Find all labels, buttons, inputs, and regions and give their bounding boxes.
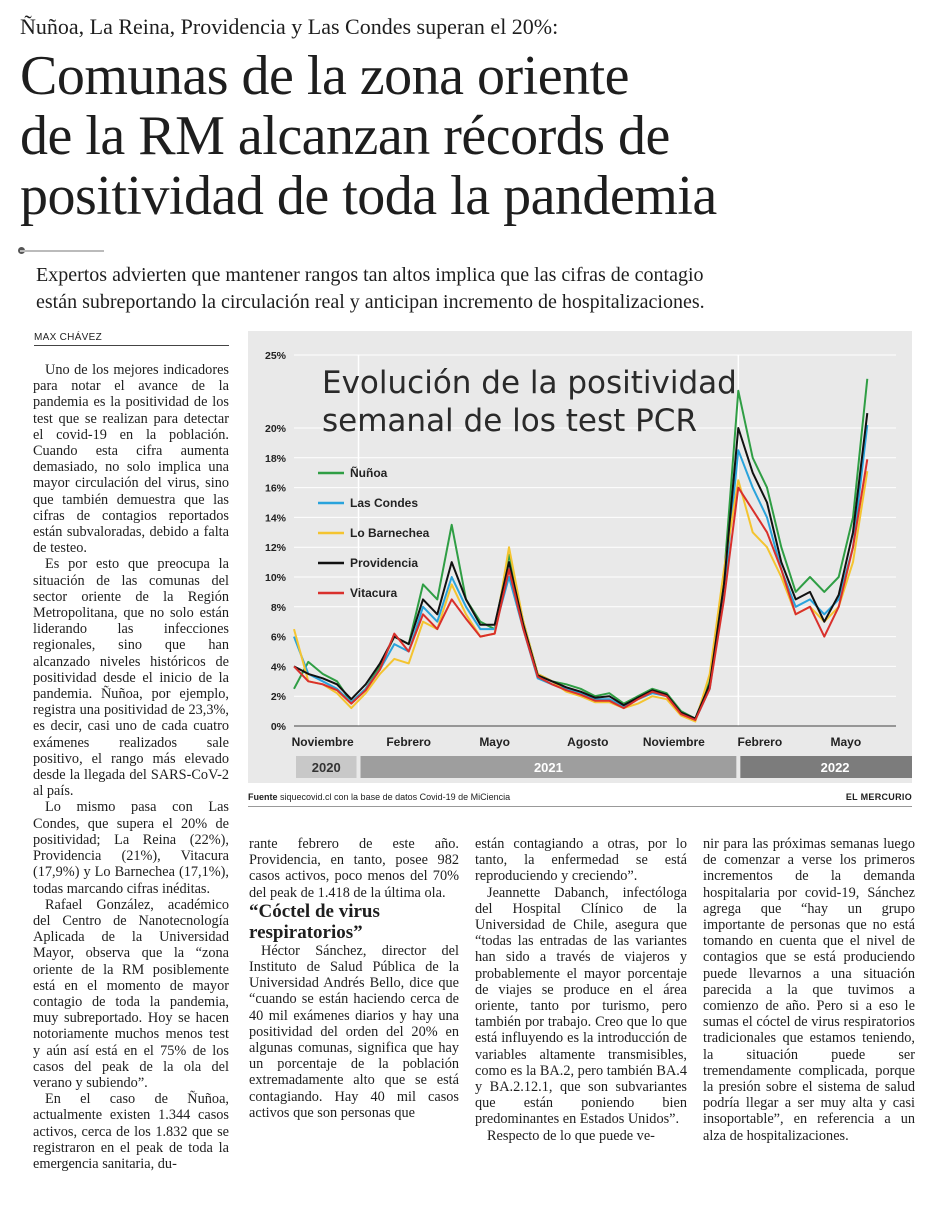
byline-rule [34,345,229,346]
y-tick-label: 4% [270,661,286,674]
legend-label: Lo Barnechea [350,526,430,540]
y-tick-label: 0% [270,721,286,733]
chart-title-line: semanal de los test PCR [322,403,697,439]
y-tick-label: 18% [264,452,286,465]
kicker: Ñuñoa, La Reina, Providencia y Las Condes superan el 20%: [20,14,559,39]
legend-label: Ñuñoa [350,466,388,480]
paragraph: rante febrero de este año. Providencia, en tanto, posee 982 casos activos, poco menos del 70% del peak de 1.418 de la última ola. [249,836,459,901]
headline-line: Comunas de la zona oriente [20,45,630,107]
article-column-3 [475,836,687,1144]
y-tick-label: 10% [264,572,286,584]
paragraph: Es por esto que preocupa la situación de las comunas del sector oriente de la Región Metropolitana, que no solo están liderando las infecciones regionales, sino que han alcanzado niveles históricos de positividad desde el inicio de la pandemia. Ñuñoa, por ejemplo, registra una positividad de 23,3%, es decir, casi uno de cada cuatro exámenes realizados sale positivo, el rango más elevado desde la llegada del SARS-CoV-2 al país. [33,556,229,800]
chart-title-line: Evolución de la positividad [322,365,737,401]
y-tick-label: 20% [264,423,286,435]
paragraph: nir para las próximas semanas luego de comenzar a verse los primeros incrementos de la demanda hospitalaria por covid-19, Sánchez agrega que “hay un grupo importante de personas que no está tomando en cuenta que el nivel de contagios que se está produciendo puede llevarnos a una situación parecida a la que tuvimos a comienzo de año. Pero si a eso le sumas el cóctel de virus respiratorios tradicionales que estamos teniendo, la situación puede ser tremendamente complicada, porque la presión sobre el sistema de salud podría llegar a ser muy alta y casi insoportable”, en referencia a un alza de hospitalizaciones. [703,836,915,1144]
y-tick-label: 12% [264,542,286,555]
deck-line: Expertos advierten que mantener rangos tan altos implica que las cifras de contagio [36,264,704,286]
deck-line: están subreportando la circulación real y anticipan incremento de hospitalizaciones. [36,291,705,313]
headline-line: positividad de toda la pandemia [20,165,717,227]
article-column-1 [33,362,229,1172]
paragraph: Héctor Sánchez, director del Instituto de Salud Pública de la Universidad Andrés Bello, dice que “cuando se están haciendo cerca de 40 mil exámenes diarios y hay una positividad del orden del 20% en algunas comunas, significa que hay un porcentaje de la población extremadamente alto que se está contagiando. Hay 40 mil casos activos que son personas que [249,942,459,1121]
x-tick-label: Mayo [479,735,511,749]
publication-brand: EL MERCURIO [845,792,912,802]
paragraph: Uno de los mejores indicadores para notar el avance de la pandemia es la positividad de los test que se realizan para detectar el covid-19 en la población. Cuando esta cifra aumenta demasiado, no solo implica una mayor circulación del virus, sino que también demuestra que las cifras de contagios reportados están subvaloradas, debido a falta de testeo. [33,362,229,557]
chart-svg [248,331,912,783]
x-tick-label: Febrero [737,735,783,749]
y-tick-label: 6% [270,631,286,644]
legend-label: Las Condes [350,496,419,510]
x-tick-label: Agosto [567,735,609,749]
x-tick-label: Febrero [386,735,432,749]
paragraph: Respecto de lo que puede ve- [487,1127,655,1144]
subheading: “Cóctel de virus respiratorios” [249,900,380,943]
headline-rule [20,250,104,252]
x-tick-label: Mayo [830,735,862,749]
paragraph: En el caso de Ñuñoa, actualmente existen 1.344 casos activos, cerca de los 1.832 que se registraron en el peak de toda la emergencia sanitaria, du- [33,1091,229,1172]
source-text: siquecovid.cl con la base de datos Covid-19 de MiCiencia [277,792,511,802]
legend-label: Providencia [350,556,419,570]
source-rule [248,806,912,807]
headline [20,46,920,226]
article-column-2 [249,836,459,1121]
byline: MAX CHÁVEZ [34,332,103,343]
y-tick-label: 25% [264,350,286,362]
x-tick-label: Noviembre [291,735,354,749]
year-label: 2021 [533,760,563,775]
paragraph: Jeannette Dabanch, infectóloga del Hospital Clínico de la Universidad de Chile, asegura que “todas las entradas de las variantes han sido a través de viajeros y probablemente el mayor porcentaje de viajes se produce en el área oriente, tanto por turismo, pero también por trabajo. Creo que lo que está influyendo es la introducción de variables altamente transmisibles, como es la BA.2, pero también BA.4 y BA.2.12.1, que son subvariantes que están poniendo bien predominantes en Estados Unidos”. [475,884,687,1128]
source-label: Fuente [248,792,278,802]
y-tick-label: 8% [270,601,286,614]
paragraph: Lo mismo pasa con Las Condes, que supera el 20% de positividad; La Reina (22%), Providencia (21%), Vitacura (17,9%) y Lo Barnechea (17,1%), todas marcando cifras inéditas. [33,799,229,897]
y-tick-label: 2% [270,691,286,704]
y-tick-label: 16% [264,482,286,495]
chart-source [248,792,912,802]
paragraph: Rafael González, académico del Centro de Nanotecnología Aplicada de la Universidad Mayor, observa que la “zona oriente de la RM posiblemente está en el momento de mayor contagio de toda la pandemia, muy subreportado. Hoy se hacen notoriamente muchos menos test y aún así está en el 75% de los casos del peak de la ola del verano y subiendo”. [33,896,229,1091]
year-label: 2022 [820,760,850,775]
x-tick-label: Noviembre [642,735,705,749]
positivity-chart [248,331,912,783]
y-tick-label: 14% [264,512,286,525]
year-label: 2020 [311,760,341,775]
headline-line: de la RM alcanzan récords de [20,105,670,167]
article-column-4 [703,836,915,1144]
legend-label: Vitacura [350,586,398,600]
paragraph: están contagiando a otras, por lo tanto, la enfermedad se está reproduciendo y creciendo”. [475,836,687,885]
deck [36,262,906,316]
